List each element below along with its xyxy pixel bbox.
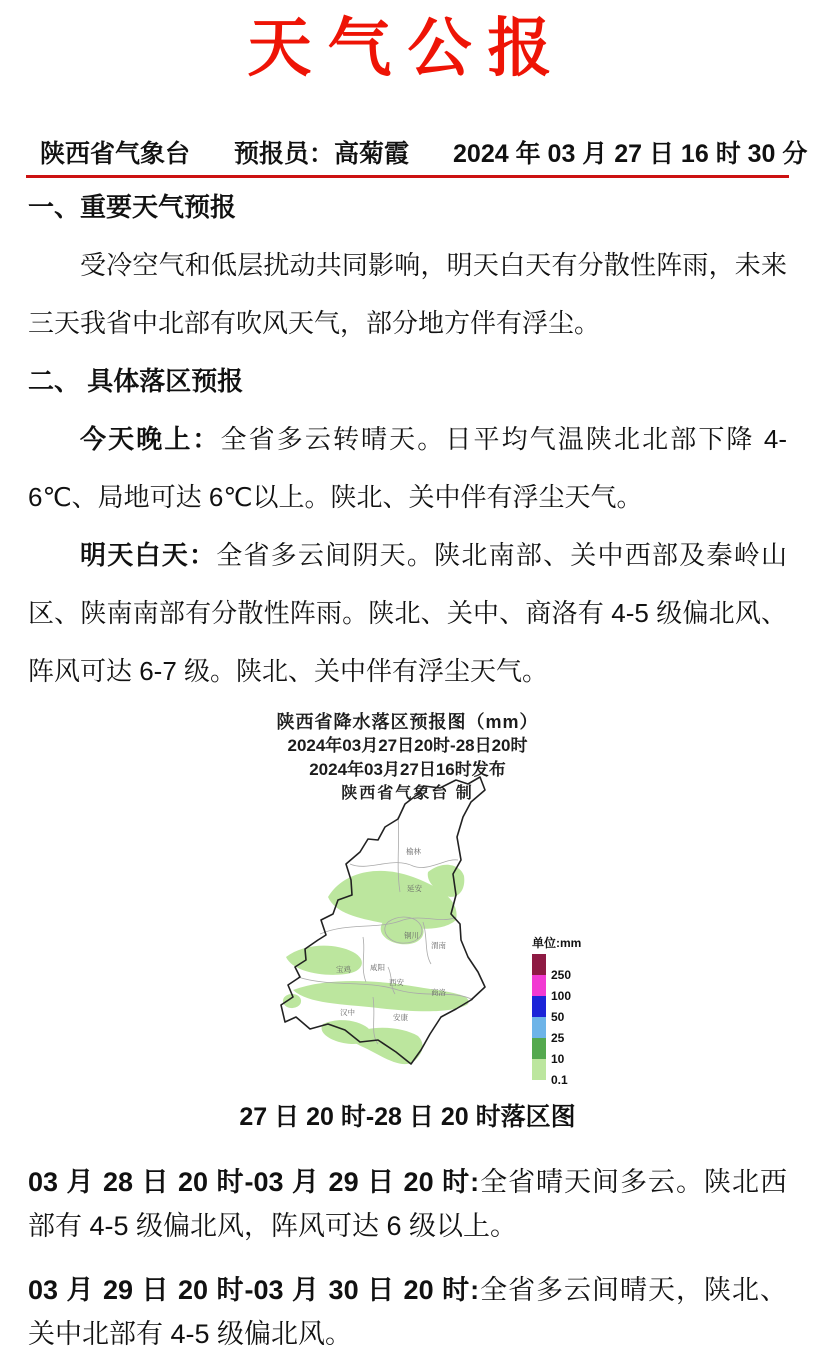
outlook-day2-label: 03 月 29 日 20 时-03 月 30 日 20 时: bbox=[28, 1275, 480, 1305]
map-producer: 陕西省气象台 制 bbox=[341, 785, 474, 802]
tomorrow-label: 明天白天： bbox=[80, 540, 217, 570]
city-label: 西安 bbox=[389, 978, 404, 987]
section-1-heading: 一、重要天气预报 bbox=[28, 192, 237, 222]
city-label: 商洛 bbox=[431, 988, 446, 997]
legend-label: 250 bbox=[551, 968, 572, 982]
legend-entry bbox=[532, 996, 565, 1024]
station-name: 陕西省气象台 bbox=[40, 140, 191, 168]
city-label: 榆林 bbox=[406, 847, 421, 856]
page-title: 天气公报 bbox=[247, 12, 568, 84]
city-label: 安康 bbox=[393, 1013, 408, 1022]
legend-title: 单位:mm bbox=[532, 936, 582, 950]
legend-entry bbox=[532, 954, 572, 982]
tomorrow-forecast bbox=[28, 526, 787, 700]
outlook-day1-label: 03 月 28 日 20 时-03 月 29 日 20 时: bbox=[28, 1167, 480, 1197]
map-issue-time: 2024年03月27日16时发布 bbox=[309, 760, 506, 779]
issue-datetime: 2024 年 03 月 27 日 16 时 30 分 bbox=[453, 140, 808, 168]
byline bbox=[26, 134, 808, 178]
outlook-day2-text: 全省多云间晴天，陕北、关中北部有 4-5 级偏北风。 bbox=[28, 1275, 787, 1349]
outlook-day2 bbox=[28, 1268, 787, 1356]
legend-label: 0.1 bbox=[551, 1073, 568, 1087]
section-2-heading: 二、 具体落区预报 bbox=[28, 366, 244, 396]
tonight-label: 今天晚上： bbox=[80, 424, 221, 454]
section-1-paragraph: 受冷空气和低层扰动共同影响，明天白天有分散性阵雨，未来三天我省中北部有吹风天气，部分地方伴有浮尘。 bbox=[28, 250, 787, 338]
outlook-section bbox=[0, 1160, 815, 1356]
map-title: 陕西省降水落区预报图（mm） bbox=[276, 712, 539, 732]
city-label: 咸阳 bbox=[370, 963, 385, 972]
legend-label: 10 bbox=[551, 1052, 565, 1066]
outlook-day1-text: 全省晴天间多云。陕北西部有 4-5 级偏北风，阵风可达 6 级以上。 bbox=[28, 1167, 787, 1241]
tonight-forecast bbox=[28, 410, 787, 526]
city-label: 渭南 bbox=[431, 941, 446, 950]
tonight-text: 全省多云转晴天。日平均气温陕北北部下降 4-6℃、局地可达 6℃以上。陕北、关中伴有浮尘天气。 bbox=[28, 424, 787, 512]
legend-label: 50 bbox=[551, 1010, 565, 1024]
bulletin-body bbox=[0, 178, 815, 700]
city-label: 汉中 bbox=[340, 1008, 355, 1017]
legend-label: 100 bbox=[551, 989, 572, 1003]
city-label: 延安 bbox=[407, 884, 422, 893]
precip-map-figure bbox=[0, 700, 815, 1090]
precip-legend bbox=[532, 934, 602, 1087]
tomorrow-text: 全省多云间阴天。陕北南部、关中西部及秦岭山区、陕南南部有分散性阵雨。陕北、关中、商洛有 4-5 级偏北风、阵风可达 6-7 级。陕北、关中伴有浮尘天气。 bbox=[28, 540, 787, 686]
map-valid-period: 2024年03月27日20时-28日20时 bbox=[287, 736, 528, 755]
legend-label: 25 bbox=[551, 1031, 565, 1045]
map-caption: 27 日 20 时-28 日 20 时落区图 bbox=[239, 1103, 576, 1131]
city-label: 宝鸡 bbox=[336, 965, 351, 974]
city-label: 铜川 bbox=[404, 931, 419, 940]
forecaster-name: 预报员：高菊霞 bbox=[234, 140, 410, 168]
outlook-day1 bbox=[28, 1160, 787, 1248]
